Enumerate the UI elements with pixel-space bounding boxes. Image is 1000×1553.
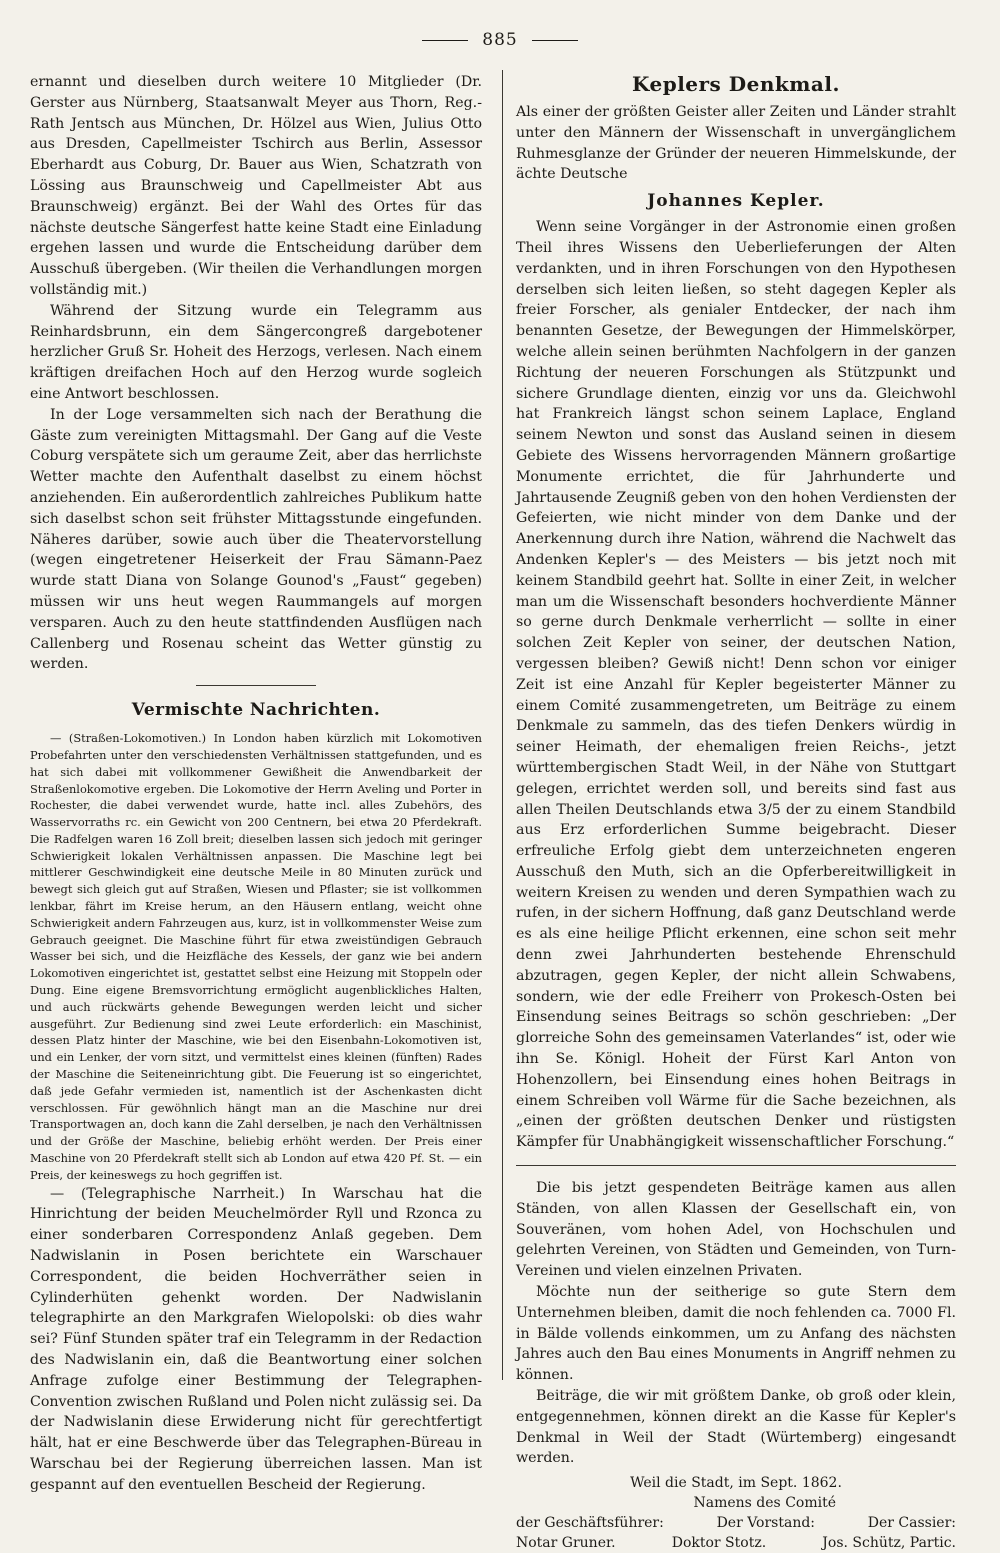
- left-paragraph-1: ernannt und dieselben durch weitere 10 Mitglieder (Dr. Gerster aus Nürnberg, Staatsanwalt Meyer aus Thorn, Reg.-Rath Jentsch aus München, Dr. Hölzel aus Wien, Julius Otto aus Dresden, Capellmeister Tschirch aus Berlin, Assessor Eberhardt aus Coburg, Dr. Bauer aus Wien, Schatzrath von Lössing aus Braunschweig und Capellmeister Abt aus Braunschweig) ergänzt. Bei der Wahl des Ortes für das nächste deutsche Sängerfest hatte keine Stadt eine Einladung ergehen lassen und wurde die Entscheidung darüber dem Ausschuß übergeben. (Wir theilen die Verhandlungen morgen vollständig mit.): [30, 74, 482, 298]
- signature-name-manager: Notar Gruner.: [516, 1535, 616, 1552]
- left-column: [30, 72, 482, 1496]
- left-paragraph-2: Während der Sitzung wurde ein Telegramm aus Reinhardsbrunn, ein dem Sängercongreß dargebotener herzlicher Gruß Sr. Hoheit des Herzogs, verlesen. Nach einem kräftigen dreifachen Hoch auf den Herzog wurde sogleich eine Antwort beschlossen.: [30, 302, 482, 402]
- column-divider: [502, 70, 503, 1380]
- right-rule: [516, 1165, 956, 1166]
- right-paragraph-2: Wenn seine Vorgänger in der Astronomie einen großen Theil ihres Wissens den Ueberlieferungen der Alten verdankten, und in ihren Forschungen von den Hypothesen derselben sich leiten ließen, so steht dagegen Kepler als freier Forscher, als genialer Entdecker, der nach ihm benannten Gesetze, der Bewegungen der Himmelskörper, welche allein seinen berühmten Nachfolgern in der ganzen Richtung der neueren Forschungen als Stützpunkt und sichere Grundlage dienten, einzig vor uns da. Gleichwohl hat Frankreich längst schon seinem Laplace, England seinem Newton und sonst das Ausland seinen in diesem Gebiete des Wissens hervorragenden Männern großartige Monumente errichtet, die für Jahrhunderte und Jahrtausende Zeugniß geben von den hohen Verdiensten der Gefeierten, wie nicht minder von dem Danke und der Anerkennung durch ihre Nation, während die Nachwelt das Andenken Kepler's — des Meisters — bis jetzt noch mit keinem Standbild geehrt hat. Sollte in einer Zeit, in welcher man um die Wissenschaft besonders hochverdiente Männer so gerne durch Denkmale verherrlicht — sollte in einer solchen Zeit Kepler von seiner, der deutschen Nation, vergessen bleiben? Gewiß nicht! Denn schon vor einiger Zeit ist eine Anzahl für Kepler begeisterter Männer zu einem Comité zusammengetreten, um Beiträge zu einem Denkmale zu sammeln, das des tiefen Denkers würdig in seiner Heimath, der ehemaligen freien Reichs-, jetzt württembergischen Stadt Weil, in der Nähe von Stuttgart gelegen, errichtet werden soll, und bereits sind fast aus allen Theilen Deutschlands etwa 3/5 der zu einem Standbild aus Erz erforderlichen Summe beigebracht. Dieser erfreuliche Erfolg giebt dem unterzeichneten engeren Ausschuß den Muth, sich an die Opferbereitwilligkeit in weitern Kreisen zu wenden und deren Sympathien wach zu rufen, in der sichern Hoffnung, daß ganz Deutschland werde es als eine heilige Pflicht erkennen, eine schon seit mehr denn zwei Jahrhunderten bestehende Ehrenschuld abzutragen, gegen Kepler, der nicht allein Schwabens, sondern, wie der edle Freiherr von Prokesch-Osten bei Einsendung seines Beitrags so schön geschrieben: „Der glorreiche Sohn des gemeinsamen Vaterlandes“ ist, oder wie ihn Se. Königl. Hoheit der Fürst Karl Anton von Hohenzollern, bei Einsendung eines hohen Beitrags in einem Schreiben voll Wärme für die Sache bezeichnen, als „einen der größten deutschen Denker und rüstigsten Kämpfer für Unabhängigkeit wissenschaftlicher Forschung.“: [516, 219, 956, 1151]
- right-paragraph-3: Die bis jetzt gespendeten Beiträge kamen aus allen Ständen, von allen Klassen der Gesellschaft ein, von Souveränen, vom hohen Adel, von Hochschulen und gelehrten Vereinen, von Städten und Gemeinden, von Turn-Vereinen und vielen einzelnen Privaten.: [516, 1180, 956, 1280]
- page-number-rule-right: [532, 40, 578, 41]
- street-locomotives-article: — (Straßen-Lokomotiven.) In London haben kürzlich mit Lokomotiven Probefahrten unter den verschiedensten Verhältnissen stattgefunden, und es hat sich dabei mit vollkommener Gewißheit die Anwendbarkeit der Straßenlokomotive ergeben. Die Lokomotive der Herrn Aveling und Porter in Rochester, die dabei verwendet wurde, hatte incl. alles Zubehörs, des Wasservorraths rc. ein Gewicht von 200 Centnern, bei etwa 20 Pferdekraft. Die Radfelgen waren 16 Zoll breit; dieselben lassen sich jedoch mit geringer Schwierigkeit lokalen Verhältnissen anpassen. Die Maschine legt bei mittlerer Geschwindigkeit eine deutsche Meile in 80 Minuten zurück und bewegt sich gleich gut auf Straßen, Wiesen und Pflaster; sie ist vollkommen lenkbar, fährt im Kreise herum, an den Häusern entlang, weicht ohne Schwierigkeit andern Fahrzeugen aus, kurz, ist in vollkommenster Weise zum Gebrauch geeignet. Die Maschine führt für etwa zweistündigen Gebrauch Wasser bei sich, und die Heizfläche des Kessels, der ganz wie bei andern Lokomotiven eingerichtet ist, gestattet selbst eine Heizung mit Stoppeln oder Dung. Eine eigene Bremsvorrichtung ermöglicht augenblickliches Halten, und auch rückwärts gehende Bewegungen werden leicht und sicher ausgeführt. Zur Bedienung sind zwei Leute erforderlich: ein Maschinist, dessen Platz hinter der Maschine, wie bei den Eisenbahn-Lokomotiven ist, und ein Lenker, der vorn sitzt, und vermittelst eines kleinen (fünften) Rades der Maschine die Seiteneinrichtung gibt. Die Feuerung ist so eingerichtet, daß jede Gefahr vermieden ist, namentlich ist der Aschenkasten dicht verschlossen. Für gewöhnlich hängt man an die Maschine nur drei Transportwagen an, doch kann die Zahl derselben, je nach den Verhältnissen und der Größe der Maschine, beliebig erhöht werden. Der Preis einer Maschine von 20 Pferdekraft stellt sich ab London auf etwa 420 Pf. St. — ein Preis, der keineswegs zu hoch gegriffen ist.: [30, 731, 482, 1182]
- page-number-text: 885: [482, 30, 518, 50]
- telegraphic-folly-article: — (Telegraphische Narrheit.) In Warschau hat die Hinrichtung der beiden Meuchelmörder Ryll und Rzonca zu einer sonderbaren Correspondenz Anlaß gegeben. Dem Nadwislanin in Posen berichtete ein Warschauer Correspondent, die beiden Hochverräther seien in Cylinderhüten gehenkt worden. Der Nadwislanin telegraphirte an den Markgrafen Wielopolski: ob dies wahr sei? Fünf Stunden später traf ein Telegramm in der Redaction des Nadwislanin ein, daß die Beantwortung einer solchen Anfrage zufolge einer Bestimmung der Telegraphen-Convention zwischen Rußland und Polen nicht zulässig sei. Da der Nadwislanin diese Erwiderung nicht für gerechtfertigt hält, hat er eine Beschwerde über das Telegraphen-Büreau in Warschau bei der Regierung überreichen lassen. Man ist gespannt auf den eventuellen Bescheid der Regierung.: [30, 1185, 482, 1493]
- section-rule: [196, 685, 316, 686]
- signature-name-board: Doktor Stotz.: [671, 1535, 767, 1552]
- right-paragraph-5: Beiträge, die wir mit größtem Danke, ob groß oder klein, entgegennehmen, können direkt an die Kasse für Kepler's Denkmal in Weil der Stadt (Würtemberg) eingesandt werden.: [516, 1388, 956, 1467]
- right-paragraph-4: Möchte nun der seitherige so gute Stern dem Unternehmen bleiben, damit die noch fehlenden ca. 7000 Fl. in Bälde vollends einkommen, um zu Anfang des nächsten Jahres auch den Bau eines Monuments in Angriff nehmen zu können.: [516, 1284, 956, 1384]
- signature-name-treasurer: Jos. Schütz, Partic.: [822, 1535, 956, 1552]
- signature-label-treasurer: Der Cassier:: [867, 1515, 956, 1532]
- place-and-date: Weil die Stadt, im Sept. 1862.: [630, 1475, 842, 1492]
- kepler-name-heading: Johannes Kepler.: [647, 191, 825, 212]
- signature-label-manager: der Geschäftsführer:: [516, 1515, 664, 1532]
- committee-line: Namens des Comité: [693, 1495, 836, 1512]
- right-column: [516, 72, 956, 1553]
- miscellaneous-news-heading: Vermischte Nachrichten.: [131, 700, 381, 721]
- left-paragraph-3: In der Loge versammelten sich nach der Berathung die Gäste zum vereinigten Mittagsmahl. Der Gang auf die Veste Coburg verspätete sich um geraume Zeit, aber das herrlichste Wetter machte den Aufenthalt daselbst zu einem höchst anziehenden. Ein außerordentlich zahlreiches Publikum hatte sich daselbst schon seit frühster Mittagsstunde eingefunden. Näheres darüber, sowie auch über die Theatervorstellung (wegen eingetretener Heiserkeit der Frau Sämann-Paez wurde statt Diana von Solange Gounod's „Faust“ gegeben) müssen wir uns heut wegen Raummangels auf morgen versparen. Auch zu den heute stattfindenden Ausflügen nach Callenberg und Rosenau scheint das Wetter günstig zu werden.: [30, 406, 482, 673]
- page-number: [0, 30, 1000, 50]
- right-paragraph-1: Als einer der größten Geister aller Zeiten und Länder strahlt unter den Männern der Wissenschaft in unvergänglichem Ruhmesglanze der Gründer der neueren Himmelskunde, der ächte Deutsche: [516, 104, 956, 183]
- signature-labels: [516, 1513, 956, 1533]
- page-number-rule-left: [422, 40, 468, 41]
- signature-names: [516, 1533, 956, 1553]
- signature-label-board: Der Vorstand:: [716, 1515, 816, 1532]
- kepler-monument-title: Keplers Denkmal.: [632, 72, 840, 96]
